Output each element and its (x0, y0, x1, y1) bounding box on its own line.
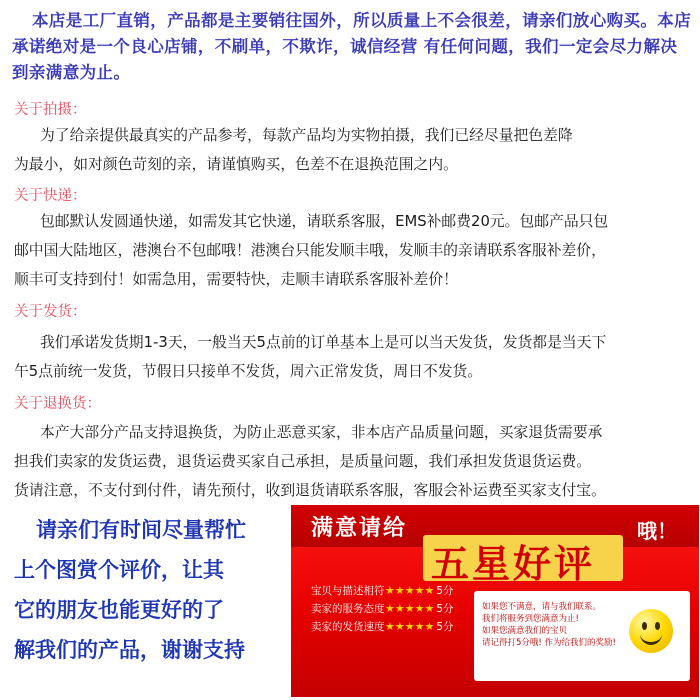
smiley-mouth (640, 631, 662, 645)
intro-line: 到亲满意为止。 (12, 63, 131, 82)
card-line: 如果您满意我们的宝贝 (482, 626, 568, 636)
section-line: 邮中国大陆地区，港澳台不包邮哦！港澳台只能发顺丰哦，发顺丰的亲请联系客服补差价， (14, 242, 606, 259)
section-line: 我们承诺发货期1-3天，一般当天5点前的订单基本上是可以当天发货，发货都是当天下 (40, 334, 607, 351)
section-line: 为最小，如对颜色苛刻的亲，请谨慎购买，色差不在退换范围之内。 (14, 156, 458, 173)
intro-notice (12, 8, 696, 86)
section-title-photography: 关于拍摄： (14, 102, 87, 118)
section-body-dispatch (14, 328, 696, 386)
banner-title-small: 满意请给 (311, 516, 408, 541)
review-request-line: 上个图赏个评价，让其 (14, 557, 224, 582)
section-line: 货请注意，不支付到付件，请先预付，收到退货请联系客服，客服会补运费至买家支付宝。 (14, 482, 606, 499)
card-line: 我们将服务到您满意为止! (482, 614, 579, 624)
section-title-dispatch: 关于发货： (14, 304, 87, 320)
rating-label: 宝贝与描述相符 (311, 585, 385, 597)
five-star-review-banner (291, 505, 699, 697)
rating-row (311, 583, 454, 598)
section-line: 担我们卖家的发货运费，退货运费买家自己承担，是质量问题，我们承担发货退货运费。 (14, 453, 592, 470)
review-request-line: 请亲们有时间尽量帮忙 (36, 517, 246, 542)
section-body-shipping (14, 207, 696, 294)
banner-exclaim: 哦！ (637, 519, 677, 543)
rating-score: 5分 (436, 603, 454, 615)
review-request-line: 它的朋友也能更好的了 (14, 597, 224, 622)
card-line: 如果您不满意，请与我们联系。 (482, 602, 602, 612)
banner-title-big: 五星好评 (431, 542, 596, 586)
star-rating-icon: ★★★★★ (385, 620, 435, 633)
star-rating-icon: ★★★★★ (385, 602, 435, 615)
section-line: 包邮默认发圆通快递，如需发其它快递，请联系客服，EMS补邮费20元。包邮产品只包 (40, 213, 609, 230)
rating-score: 5分 (436, 585, 454, 597)
rating-label: 卖家的发货速度 (311, 621, 385, 633)
smiley-face-icon (629, 609, 673, 653)
section-title-shipping: 关于快递： (14, 188, 87, 204)
section-line: 本产大部分产品支持退换货，为防止恶意买家，非本店产品质量问题，买家退货需要承 (40, 424, 603, 441)
rating-label: 卖家的服务态度 (311, 603, 385, 615)
review-request-line: 解我们的产品，谢谢支持 (14, 637, 245, 662)
satisfaction-card (474, 591, 690, 681)
section-body-returns (14, 418, 696, 505)
section-line: 顺丰可支持到付！如需急用，需要特快，走顺丰请联系客服补差价！ (14, 271, 458, 288)
section-line: 为了给亲提供最真实的产品参考，每款产品均为实物拍摄，我们已经尽量把色差降 (40, 127, 573, 144)
review-request-text (14, 510, 292, 670)
card-line: 请记得打5分哦! 作为给我们的奖励! (482, 638, 616, 648)
intro-line: 承诺绝对是一个良心店铺，不刷单，不欺诈，诚信经营 有任何问题，我们一定会尽力解决 (12, 37, 678, 56)
satisfaction-card-text (482, 601, 622, 649)
smiley-eye (642, 622, 647, 630)
intro-line: 本店是工厂直销，产品都是主要销往国外，所以质量上不会很差，请亲们放心购买。本店 (32, 11, 692, 30)
rating-row (311, 619, 454, 634)
star-rating-icon: ★★★★★ (385, 584, 435, 597)
section-title-returns: 关于退换货： (14, 396, 101, 412)
rating-score: 5分 (436, 621, 454, 633)
rating-row (311, 601, 454, 616)
section-body-photography (14, 121, 696, 179)
section-line: 午5点前统一发货，节假日只接单不发货，周六正常发货，周日不发货。 (14, 363, 483, 380)
smiley-eye (655, 622, 660, 630)
